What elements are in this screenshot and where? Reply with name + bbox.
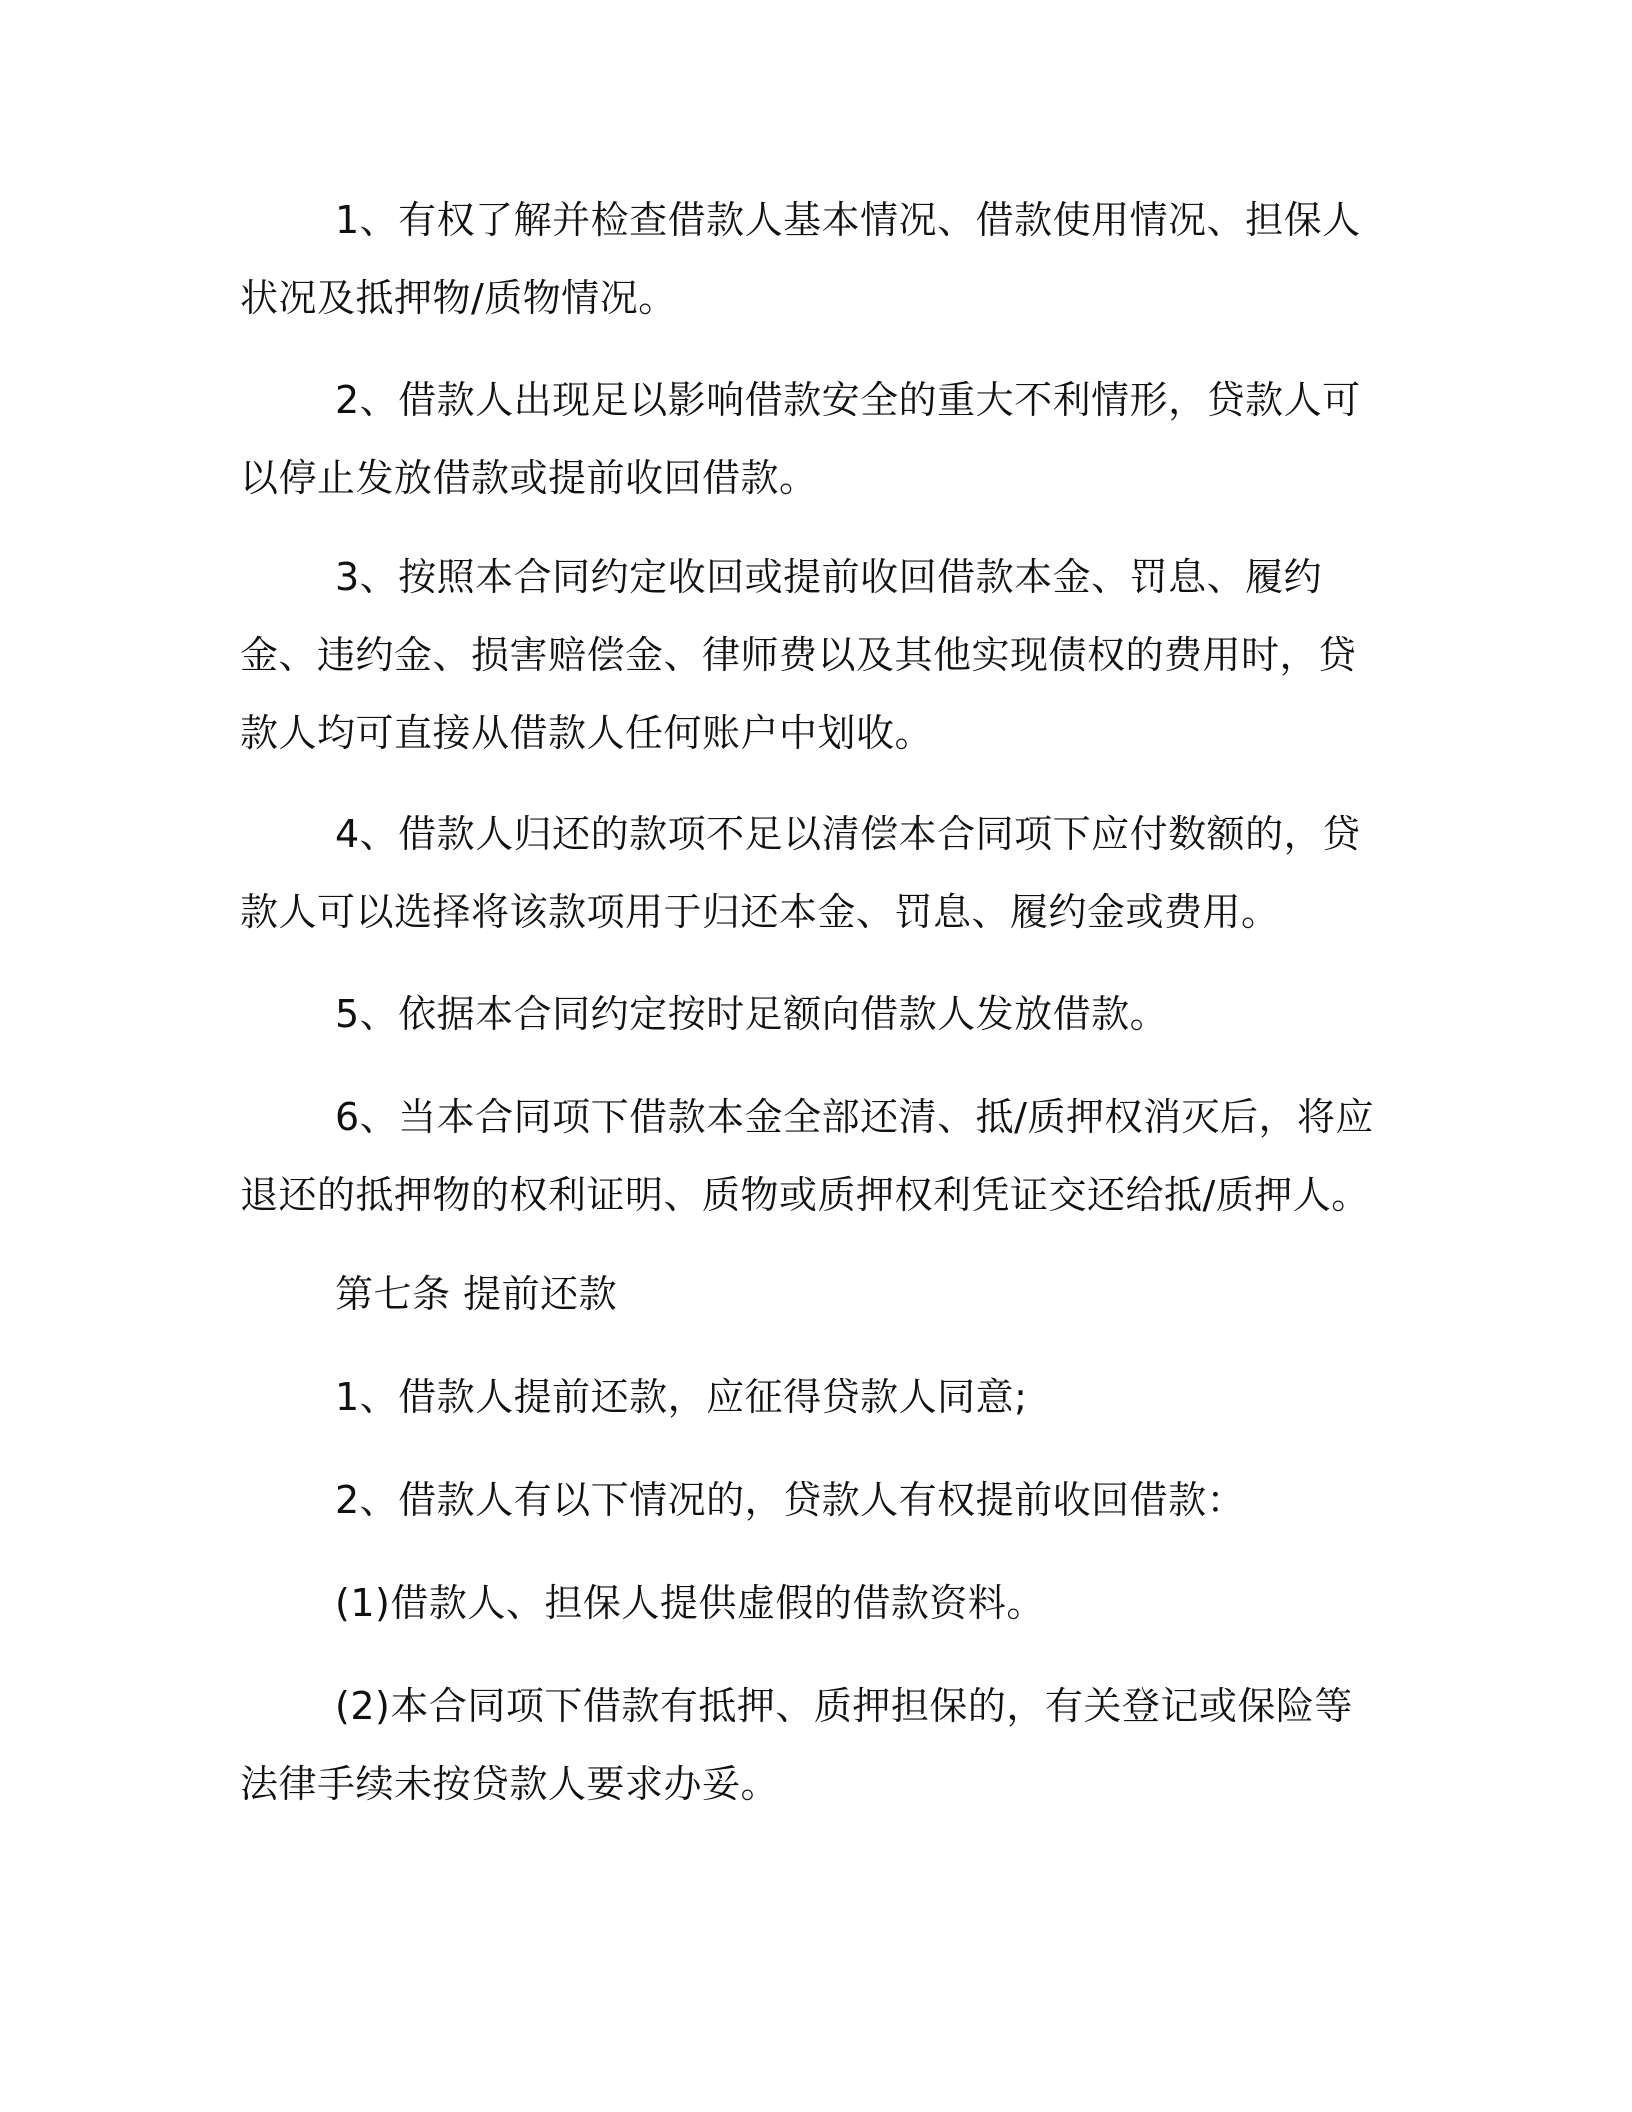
paragraph-2: 2、借款人出现足以影响借款安全的重大不利情形，贷款人可以停止发放借款或提前收回借款。 [240,378,1361,500]
paragraph-6: 6、当本合同项下借款本金全部还清、抵/质押权消灭后，将应退还的抵押物的权利证明、质物或质押权利凭证交还给抵/质押人。 [240,1095,1374,1217]
paragraph-8: 2、借款人有以下情况的，贷款人有权提前收回借款： [335,1478,1246,1522]
paragraph-3: 3、按照本合同约定收回或提前收回借款本金、罚息、履约金、违约金、损害赔偿金、律师费以及其他实现债权的费用时，贷款人均可直接从借款人任何账户中划收。 [240,555,1357,755]
paragraph-5: 5、依据本合同约定按时足额向借款人发放借款。 [335,992,1169,1036]
paragraph-4: 4、借款人归还的款项不足以清偿本合同项下应付数额的，贷款人可以选择将该款项用于归还本金、罚息、履约金或费用。 [240,812,1361,934]
paragraph-1: 1、有权了解并检查借款人基本情况、借款使用情况、担保人状况及抵押物/质物情况。 [240,198,1361,320]
paragraph-10: (2)本合同项下借款有抵押、质押担保的，有关登记或保险等法律手续未按贷款人要求办妥。 [240,1684,1353,1806]
paragraph-7: 1、借款人提前还款，应征得贷款人同意; [335,1375,1028,1419]
paragraph-9: (1)借款人、担保人提供虚假的借款资料。 [335,1581,1045,1625]
section-heading: 第七条 提前还款 [335,1272,618,1316]
